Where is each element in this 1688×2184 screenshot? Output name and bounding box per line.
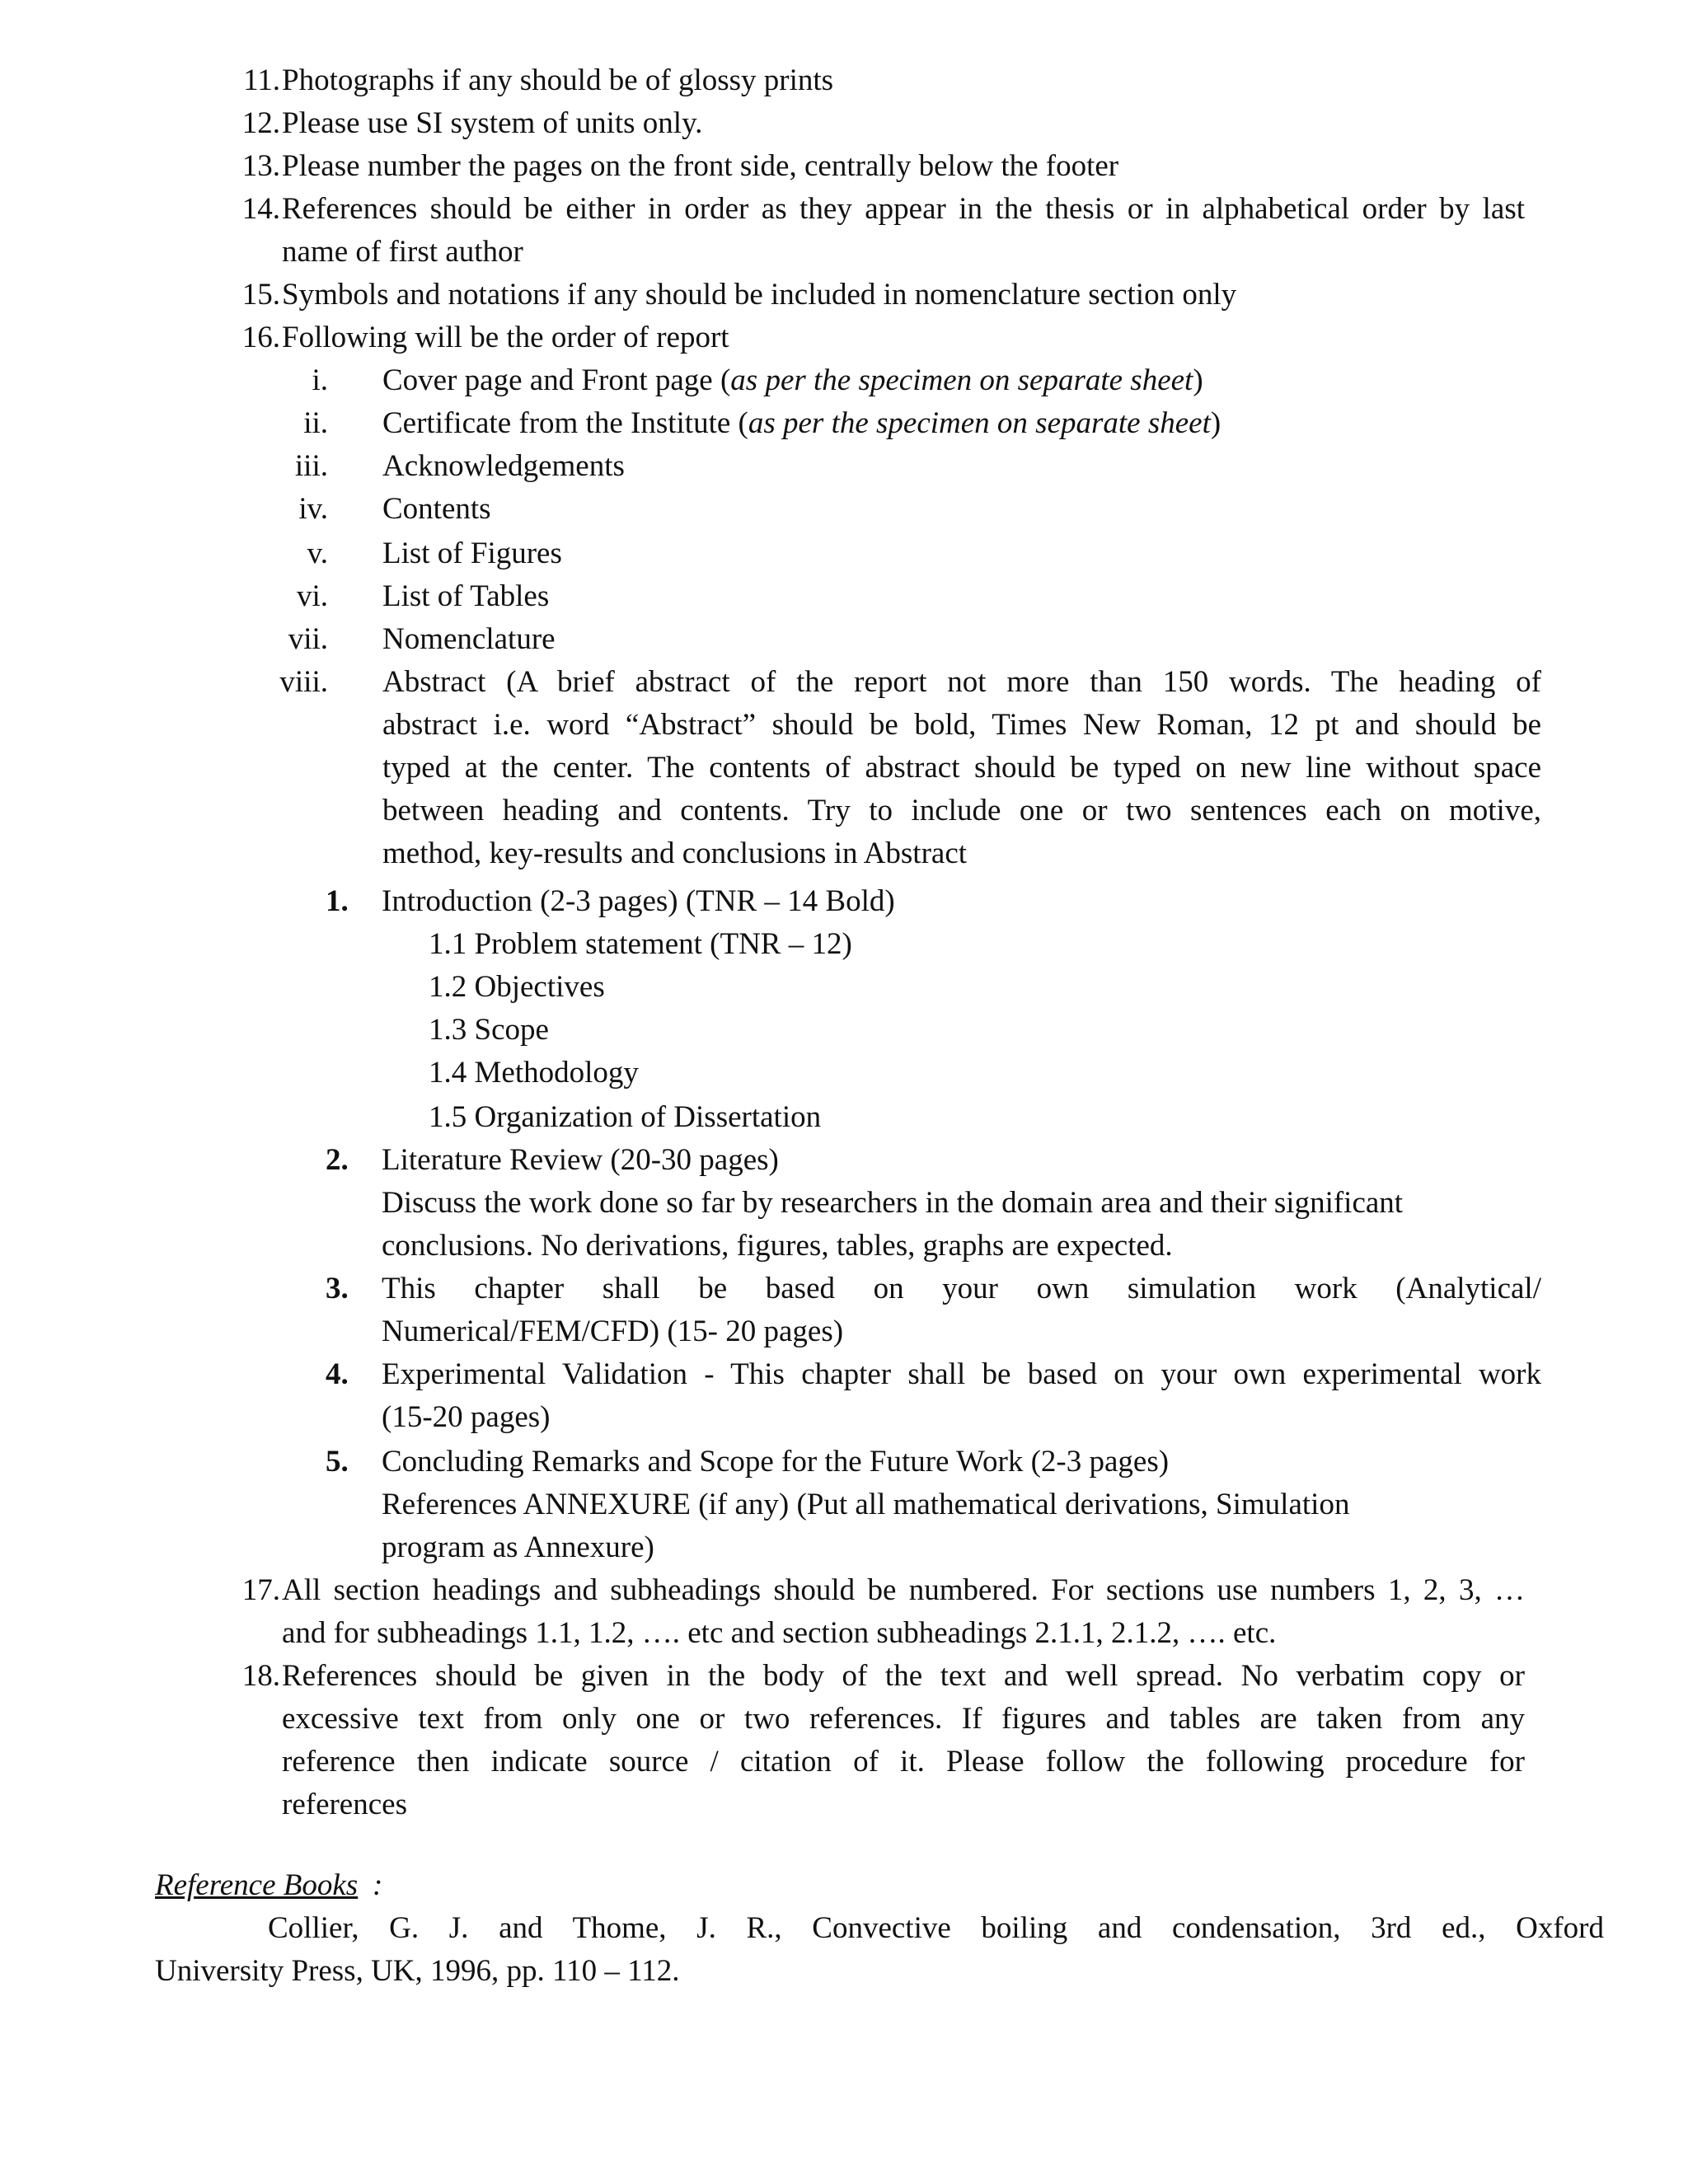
chapter-number: 5. <box>326 1445 349 1479</box>
reference-books-colon: : <box>373 1868 383 1902</box>
item-text-line: excessive text from only one or two references. If figures and tables are taken from any <box>282 1702 1525 1736</box>
chapter-text-line: This chapter shall be based on your own simulation work (Analytical/ <box>382 1272 1541 1305</box>
roman-text: Nomenclature <box>382 622 556 656</box>
item-number: 13. <box>241 149 280 183</box>
roman-number: vii. <box>288 622 328 656</box>
reference-line <box>155 1907 1604 1950</box>
item-number: 18. <box>241 1659 280 1693</box>
roman-text-tail: ) <box>1193 363 1203 397</box>
roman-number: i. <box>312 363 328 397</box>
roman-text: List of Tables <box>382 579 550 613</box>
reference-books-heading <box>155 1864 358 1907</box>
item-number: 17. <box>241 1573 280 1607</box>
roman-text-plain: Cover page and Front page ( <box>382 363 731 397</box>
roman-number: viii. <box>279 665 328 699</box>
item-text: Please number the pages on the front side, centrally below the footer <box>282 149 1119 183</box>
roman-number: vi. <box>296 579 328 613</box>
chapter-number: 1. <box>326 884 349 918</box>
chapter-number: 4. <box>326 1357 349 1391</box>
roman-number: iii. <box>294 449 328 483</box>
item-number: 14. <box>241 192 280 226</box>
item-text: Following will be the order of report <box>282 321 729 354</box>
chapter-text <box>382 1353 1541 1439</box>
chapter-text-line: Concluding Remarks and Scope for the Future Work (2-3 pages) <box>382 1445 1170 1479</box>
subsection-item: 1.5 Organization of Dissertation <box>429 1100 822 1134</box>
abstract-line: between heading and contents. Try to include one or two sentences each on motive, <box>382 794 1541 827</box>
roman-text-italic: as per the specimen on separate sheet <box>748 406 1211 440</box>
chapter-text-line: Discuss the work done so far by researchers in the domain area and their significant <box>382 1186 1404 1220</box>
roman-text-tail: ) <box>1210 406 1221 440</box>
item-text-line: reference then indicate source / citation of it. Please follow the following procedure for <box>282 1745 1525 1779</box>
item-number: 11. <box>243 63 280 97</box>
reference-line: University Press, UK, 1996, pp. 110 – 112. <box>155 1954 680 1988</box>
reference-line-text: Collier, G. J. and Thome, J. R., Convective boiling and condensation, 3rd ed., Oxford <box>268 1911 1604 1945</box>
item-text: Please use SI system of units only. <box>282 106 703 140</box>
chapter-text-line: Literature Review (20-30 pages) <box>382 1143 779 1177</box>
chapter-text <box>382 1268 1541 1353</box>
item-text-line: All section headings and subheadings should be numbered. For sections use numbers 1, 2, 3, … <box>282 1573 1525 1607</box>
chapter-text-line: References ANNEXURE (if any) (Put all mathematical derivations, Simulation <box>382 1488 1350 1521</box>
roman-text <box>382 661 1541 875</box>
chapter-number: 2. <box>326 1143 349 1177</box>
item-text: Photographs if any should be of glossy prints <box>282 63 834 97</box>
item-text-line: references <box>282 1788 407 1821</box>
reference-books-heading-text: Reference Books <box>155 1868 359 1902</box>
item-text <box>282 188 1525 274</box>
subsection-item: 1.1 Problem statement (TNR – 12) <box>429 927 852 961</box>
subsection-item: 1.4 Methodology <box>429 1056 639 1090</box>
chapter-text: Introduction (2-3 pages) (TNR – 14 Bold) <box>382 884 895 918</box>
item-text-line: and for subheadings 1.1, 1.2, …. etc and section subheadings 2.1.1, 2.1.2, …. etc. <box>282 1616 1277 1650</box>
chapter-number: 3. <box>326 1272 349 1305</box>
chapter-text-line: (15-20 pages) <box>382 1400 551 1434</box>
item-text-line: References should be given in the body of the text and well spread. No verbatim copy or <box>282 1659 1525 1693</box>
roman-number: v. <box>307 537 328 570</box>
roman-text: List of Figures <box>382 537 562 570</box>
abstract-line: abstract i.e. word “Abstract” should be bold, Times New Roman, 12 pt and should be <box>382 708 1541 742</box>
item-text <box>282 1655 1525 1826</box>
roman-number: iv. <box>298 492 328 526</box>
item-text-line: name of first author <box>282 235 523 269</box>
roman-text: Contents <box>382 492 491 526</box>
item-number: 16. <box>241 321 280 354</box>
roman-number: ii. <box>303 406 328 440</box>
item-text-line: References should be either in order as they appear in the thesis or in alphabetical order by last <box>282 192 1525 226</box>
roman-text-plain: Certificate from the Institute ( <box>382 406 748 440</box>
roman-text: Acknowledgements <box>382 449 625 483</box>
chapter-text <box>382 1139 1541 1268</box>
item-number: 12. <box>241 106 280 140</box>
roman-text <box>382 402 1541 445</box>
subsection-item: 1.3 Scope <box>429 1013 549 1047</box>
abstract-line: Abstract (A brief abstract of the report not more than 150 words. The heading of <box>382 665 1541 699</box>
abstract-line: method, key-results and conclusions in Abstract <box>382 837 968 870</box>
item-text <box>282 1569 1525 1655</box>
chapter-text <box>382 1441 1541 1569</box>
roman-text <box>382 359 1541 402</box>
chapter-text-line: program as Annexure) <box>382 1530 654 1564</box>
chapter-text-line: Experimental Validation - This chapter shall be based on your own experimental work <box>382 1357 1541 1391</box>
abstract-line: typed at the center. The contents of abstract should be typed on new line without space <box>382 751 1541 785</box>
chapter-text-line: Numerical/FEM/CFD) (15- 20 pages) <box>382 1315 844 1348</box>
subsection-item: 1.2 Objectives <box>429 970 605 1004</box>
reference-entry <box>155 1907 1604 1993</box>
roman-text-italic: as per the specimen on separate sheet <box>730 363 1193 397</box>
item-number: 15. <box>241 278 280 312</box>
item-text: Symbols and notations if any should be included in nomenclature section only <box>282 278 1237 312</box>
chapter-text-line: conclusions. No derivations, figures, tables, graphs are expected. <box>382 1229 1173 1263</box>
